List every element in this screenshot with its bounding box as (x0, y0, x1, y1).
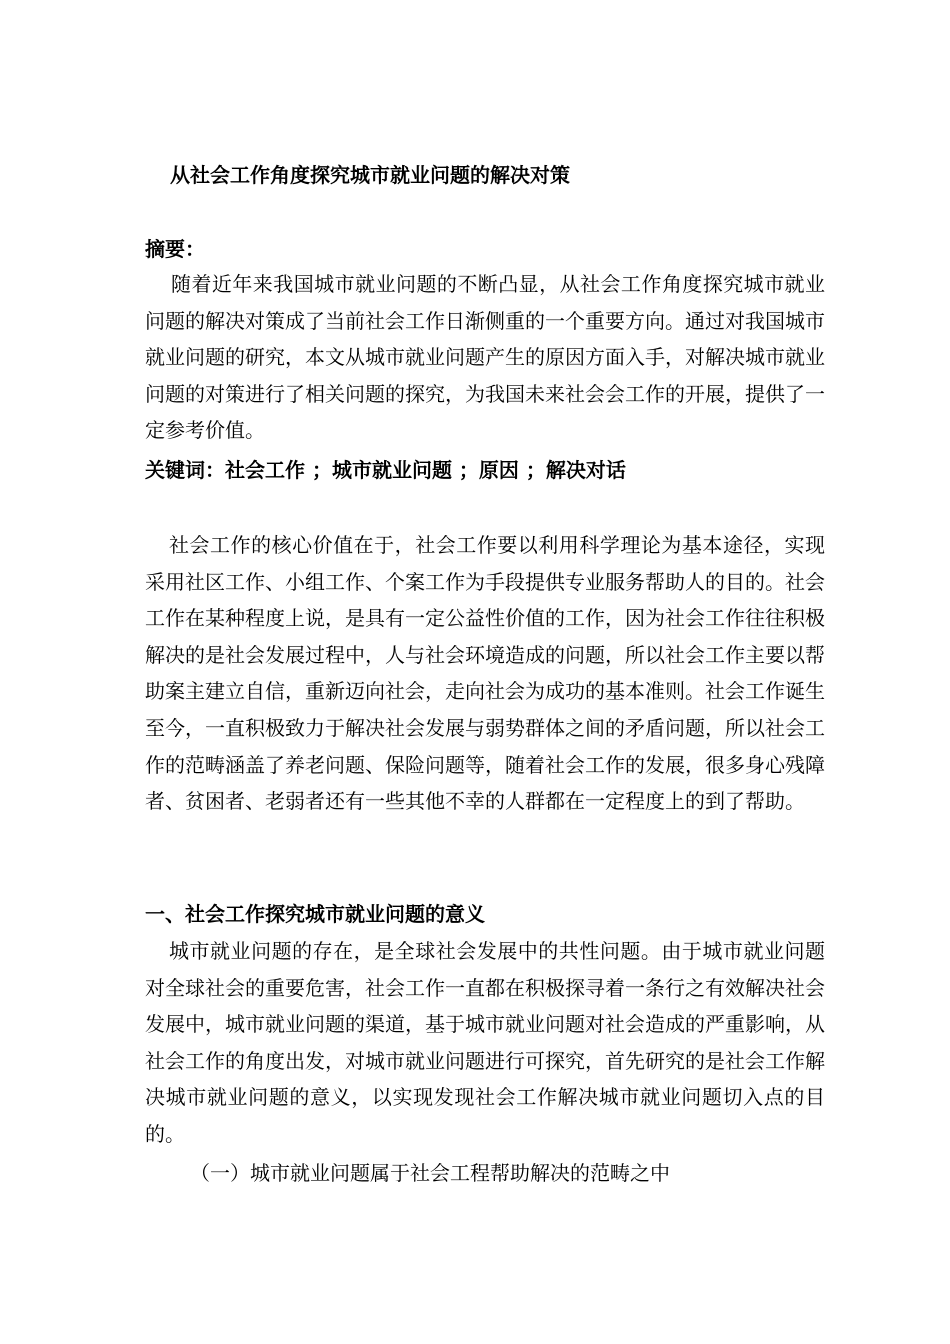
document-title: 从社会工作角度探究城市就业问题的解决对策 (170, 163, 570, 187)
section-1-paragraph: 城市就业问题的存在，是全球社会发展中的共性问题。由于城市就业问题对全球社会的重要危害，社会工作一直都在积极探寻着一条行之有效解决社会发展中，城市就业问题的渠道，基于城市就业问题对社会造成的严重影响，从社会工作的角度出发，对城市就业问题进行可探究，首先研究的是社会工作解决城市就业问题的意义，以实现发现社会工作解决城市就业问题切入点的目的。 (145, 939, 825, 1146)
subsection-heading-1: （一）城市就业问题属于社会工程帮助解决的范畴之中 (190, 1161, 670, 1185)
abstract-paragraph: 随着近年来我国城市就业问题的不断凸显，从社会工作角度探究城市就业问题的解决对策成了当前社会工作日渐侧重的一个重要方向。通过对我国城市就业问题的研究，本文从城市就业问题产生的原因方面入手，对解决城市就业问题的对策进行了相关问题的探究，为我国未来社会会工作的开展，提供了一定参考价值。 (145, 272, 825, 443)
keywords-line: 关键词：社会工作 ；城市就业问题 ；原因 ；解决对话 (145, 458, 626, 482)
abstract-label: 摘要： (145, 237, 205, 261)
section-heading-1: 一、社会工作探究城市就业问题的意义 (145, 902, 485, 926)
intro-paragraph: 社会工作的核心价值在于，社会工作要以利用科学理论为基本途径，实现采用社区工作、小组工作、个案工作为手段提供专业服务帮助人的目的。社会工作在某种程度上说，是具有一定公益性价值的工作，因为社会工作往往积极解决的是社会发展过程中，人与社会环境造成的问题，所以社会工作主要以帮助案主建立自信，重新迈向社会，走向社会为成功的基本准则。社会工作诞生至今，一直积极致力于解决社会发展与弱势群体之间的矛盾问题，所以社会工作的范畴涵盖了养老问题、保险问题等，随着社会工作的发展，很多身心残障者、贫困者、老弱者还有一些其他不幸的人群都在一定程度上的到了帮助。 (145, 533, 825, 814)
